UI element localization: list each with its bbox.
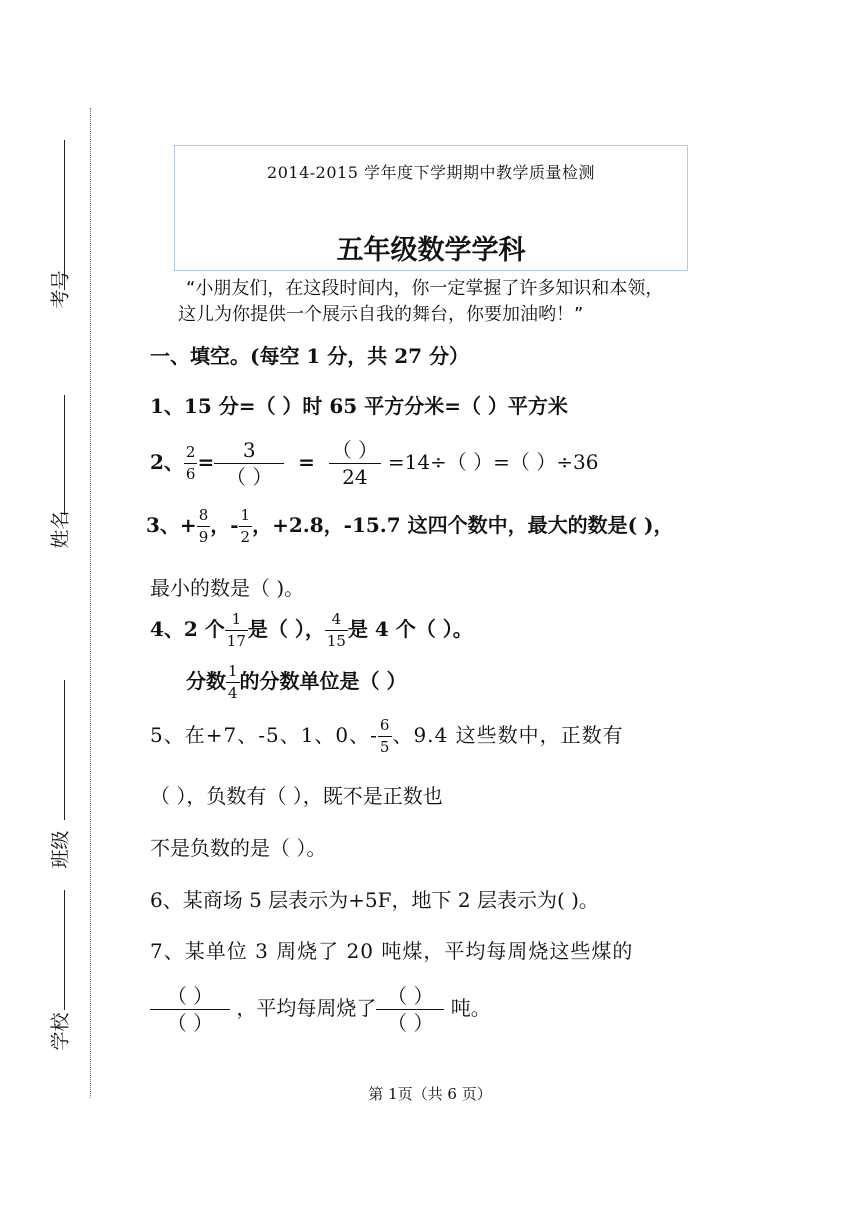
q3-fraction-1 xyxy=(197,508,211,545)
q2-equals-1: = xyxy=(197,450,215,474)
q2-fraction-3 xyxy=(329,440,381,487)
q2-f2-numerator: 3 xyxy=(214,440,284,464)
q3-f1-numerator: 8 xyxy=(197,508,211,527)
q7-f1-numerator: （ ） xyxy=(150,986,230,1010)
q3-fraction-2 xyxy=(239,508,253,545)
kaohao-label: 考号 xyxy=(49,270,72,309)
question-4-line-2 xyxy=(186,664,407,701)
q4-fraction-1 xyxy=(225,612,248,649)
q2-fraction-2 xyxy=(214,440,284,487)
xuexiao-blank-line xyxy=(64,890,65,1010)
q5-denominator: 5 xyxy=(379,738,391,756)
question-6: 6、某商场 5 层表示为+5F，地下 2 层表示为( )。 xyxy=(150,888,599,912)
question-2 xyxy=(150,440,599,487)
q2-label: 2、 xyxy=(150,450,184,474)
q7-f2-denominator: （ ） xyxy=(387,1011,434,1035)
q3-suffix: ，+2.8，-15.7 这四个数中，最大的数是( )， xyxy=(252,513,674,537)
q4-f1-denominator: 17 xyxy=(226,632,246,650)
page-footer: 第 1页（共 6 页） xyxy=(368,1085,492,1103)
q2-f2-denominator: （ ） xyxy=(226,465,273,489)
q3-f2-numerator: 1 xyxy=(239,508,253,527)
q4-fraction-3 xyxy=(226,664,240,701)
question-3-line-2: 最小的数是（ )。 xyxy=(150,576,305,600)
xingming-blank-line xyxy=(64,395,65,515)
q3-prefix: 3、+ xyxy=(146,513,197,537)
q4-line2-prefix: 分数 xyxy=(186,669,226,693)
q3-f2-denominator: 2 xyxy=(240,528,251,546)
q7-end: 吨。 xyxy=(450,996,491,1020)
q4-prefix: 4、2 个 xyxy=(150,617,225,641)
xuexiao-label: 学校 xyxy=(49,1012,72,1051)
q3-mid: ，- xyxy=(210,513,239,537)
question-7-line-2 xyxy=(150,986,491,1033)
quote-line-2: 这儿为你提供一个展示自我的舞台，你要加油哟！” xyxy=(178,304,584,325)
q5-fraction xyxy=(378,718,393,755)
binding-dotted-line xyxy=(90,108,91,1098)
section-heading: 一、填空。(每空 1 分，共 27 分） xyxy=(150,344,470,368)
q4-f1-numerator: 1 xyxy=(225,612,248,631)
q2-f3-numerator: （ ） xyxy=(329,440,381,464)
banji-blank-line xyxy=(64,680,65,820)
q2-fraction-1 xyxy=(184,445,198,482)
question-5 xyxy=(150,718,624,755)
q3-f1-denominator: 9 xyxy=(198,528,209,546)
q2-rest: =14÷（ ）=（ ）÷36 xyxy=(387,450,599,474)
q4-fraction-2 xyxy=(325,612,348,649)
q5-numerator: 6 xyxy=(378,718,393,737)
kaohao-blank-line xyxy=(64,140,65,290)
q7-f1-denominator: （ ） xyxy=(166,1011,214,1035)
exam-subtitle: 2014-2015 学年度下学期期中教学质量检测 xyxy=(267,163,595,182)
xingming-label: 姓名 xyxy=(49,510,72,549)
q4-suffix: 是 4 个（ ）。 xyxy=(347,617,473,641)
q4-mid: 是（ ）， xyxy=(247,617,325,641)
question-7: 7、某单位 3 周烧了 20 吨煤，平均每周烧这些煤的 xyxy=(150,939,634,963)
q2-equals-2: = xyxy=(298,450,315,474)
question-5-line-2: （ ），负数有（ ），既不是正数也 xyxy=(150,784,443,808)
exam-title: 五年级数学学科 xyxy=(336,235,526,266)
question-1: 1、15 分=（ ）时 65 平方分米=（ ）平方米 xyxy=(150,394,568,418)
header-box xyxy=(174,145,688,271)
q2-f3-denominator: 24 xyxy=(342,465,368,489)
question-4 xyxy=(150,612,473,649)
q5-suffix: 、9.4 这些数中，正数有 xyxy=(392,723,624,747)
quote-line-1: “小朋友们，在这段时间内，你一定掌握了许多知识和本领， xyxy=(186,278,664,299)
banji-label: 班级 xyxy=(49,830,72,869)
q4-f2-numerator: 4 xyxy=(325,612,348,631)
q5-prefix: 5、在+7、-5、1、0、- xyxy=(150,723,378,747)
question-3 xyxy=(146,508,674,545)
q7-f2-numerator: （ ） xyxy=(376,986,444,1010)
q4-f3-denominator: 4 xyxy=(228,684,238,702)
q2-f1-numerator: 2 xyxy=(184,445,198,464)
q2-f1-denominator: 6 xyxy=(185,465,196,483)
q4-f3-numerator: 1 xyxy=(226,664,240,683)
q7-mid: ，平均每周烧了 xyxy=(236,996,377,1020)
q7-fraction-1 xyxy=(150,986,230,1033)
q4-f2-denominator: 15 xyxy=(326,632,346,650)
q7-fraction-2 xyxy=(376,986,444,1033)
q4-line2-suffix: 的分数单位是（ ） xyxy=(239,669,407,693)
question-5-line-3: 不是负数的是（ ）。 xyxy=(150,836,327,860)
